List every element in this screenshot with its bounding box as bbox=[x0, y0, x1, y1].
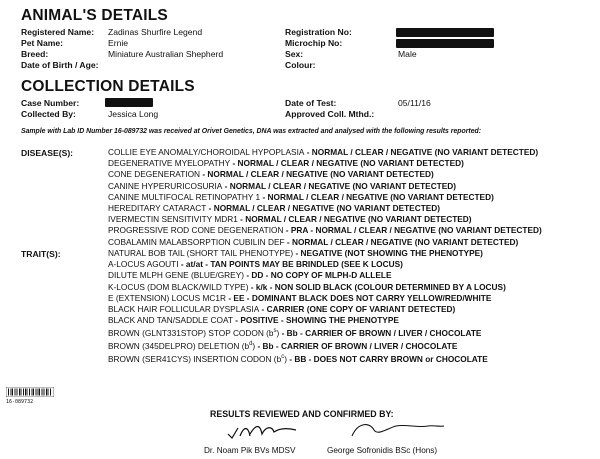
signature-noam-pik bbox=[226, 420, 316, 442]
signatory-name: Dr. Noam Pik BVs MDSV bbox=[204, 446, 296, 455]
animal-details-heading: ANIMAL'S DETAILS bbox=[21, 7, 168, 24]
breed-label: Breed: bbox=[21, 49, 49, 59]
collected-by-value: Jessica Long bbox=[108, 109, 159, 119]
signatory-name: George Sofronidis BSc (Hons) bbox=[327, 446, 438, 455]
breed-value: Miniature Australian Shepherd bbox=[108, 49, 224, 59]
intro-sentence: Sample with Lab ID Number 16-089732 was received at Orivet Genetics, DNA was extracted and analysed with the following results reported: bbox=[21, 128, 482, 135]
trait-result: BLACK AND TAN/SADDLE COAT - POSITIVE - SHOWING THE PHENOTYPE bbox=[108, 315, 399, 326]
trait-result: BROWN (345DELPRO) DELETION $(b^d)$ - Bb - CARRIER OF BROWN / LIVER / CHOCOLATE bbox=[108, 341, 458, 352]
disease-result: CANINE MULTIFOCAL RETINOPATHY 1 - NORMAL / CLEAR / NEGATIVE (NO VARIANT DETECTED) bbox=[108, 191, 494, 202]
registered-name-label: Registered Name: bbox=[21, 27, 95, 37]
redaction-bar-microchip bbox=[396, 39, 494, 48]
registered-name-value: Zadinas Shurfire Legend bbox=[108, 27, 203, 37]
redaction-bar-registration bbox=[396, 28, 494, 37]
disease-result: IVERMECTIN SENSITIVITY MDR1 - NORMAL / CLEAR / NEGATIVE (NO VARIANT DETECTED) bbox=[108, 214, 472, 225]
disease-result: CONE DEGENERATION - NORMAL / CLEAR / NEGATIVE (NO VARIANT DETECTED) bbox=[108, 169, 434, 180]
results-confirmed-title: RESULTS REVIEWED AND CONFIRMED BY: bbox=[210, 409, 394, 419]
colour-label: Colour: bbox=[285, 60, 316, 70]
trait-result: NATURAL BOB TAIL (SHORT TAIL PHENOTYPE) - NEGATIVE (NOT SHOWING THE PHENOTYPE) bbox=[108, 248, 483, 258]
collected-by-label: Collected By: bbox=[21, 109, 76, 119]
registration-no-label: Registration No: bbox=[285, 27, 352, 37]
trait-result: BLACK HAIR FOLLICULAR DYSPLASIA - CARRIER (ONE COPY OF VARIANT DETECTED) bbox=[108, 304, 456, 315]
approved-coll-mthd-label: Approved Coll. Mthd.: bbox=[285, 109, 375, 119]
sex-value: Male bbox=[398, 49, 417, 59]
diseases-list bbox=[108, 147, 542, 248]
date-of-test-value: 05/11/16 bbox=[398, 98, 431, 108]
disease-result: COBALAMIN MALABSORPTION CUBILIN DEF - NORMAL / CLEAR / NEGATIVE (NO VARIANT DETECTED) bbox=[108, 236, 519, 247]
signature-george-sofronidis bbox=[348, 418, 448, 442]
date-of-test-label: Date of Test: bbox=[285, 98, 337, 108]
barcode-number: 16-089732 bbox=[6, 399, 34, 405]
barcode bbox=[6, 387, 54, 397]
dob-age-label: Date of Birth / Age: bbox=[21, 60, 99, 70]
traits-label: TRAIT(S): bbox=[21, 249, 61, 259]
disease-result: PROGRESSIVE ROD CONE DEGENERATION - PRA - NORMAL / CLEAR / NEGATIVE (NO VARIANT DETECTED) bbox=[108, 225, 542, 236]
sex-label: Sex: bbox=[285, 49, 304, 59]
disease-result: CANINE HYPERURICOSURIA - NORMAL / CLEAR / NEGATIVE (NO VARIANT DETECTED) bbox=[108, 180, 457, 191]
trait-result: BROWN (SER41CYS) INSERTION CODON $(b^c)$ - BB - DOES NOT CARRY BROWN or CHOCOLATE bbox=[108, 354, 488, 365]
pet-name-value: Ernie bbox=[108, 38, 129, 48]
trait-result: BROWN (GLNT331STOP) STOP CODON $(b^s)$ - Bb - CARRIER OF BROWN / LIVER / CHOCOLATE bbox=[108, 328, 482, 339]
trait-result: DILUTE MLPH GENE (BLUE/GREY) - DD - NO COPY OF MLPH-D ALLELE bbox=[108, 270, 392, 281]
disease-result: HEREDITARY CATARACT - NORMAL / CLEAR / NEGATIVE (NO VARIANT DETECTED) bbox=[108, 203, 441, 214]
collection-details-heading: COLLECTION DETAILS bbox=[21, 78, 195, 95]
trait-result: K-LOCUS (DOM BLACK/WILD TYPE) - k/k - NON SOLID BLACK (COLOUR DETERMINED BY A LOCUS) bbox=[108, 281, 506, 292]
trait-result: E (EXTENSION) LOCUS MC1R - EE - DOMINANT BLACK DOES NOT CARRY YELLOW/RED/WHITE bbox=[108, 292, 492, 303]
disease-result: COLLIE EYE ANOMALY/CHOROIDAL HYPOPLASIA - NORMAL / CLEAR / NEGATIVE (NO VARIANT DETECTED) bbox=[108, 147, 539, 157]
microchip-no-label: Microchip No: bbox=[285, 38, 343, 48]
disease-result: DEGENERATIVE MYELOPATHY - NORMAL / CLEAR / NEGATIVE (NO VARIANT DETECTED) bbox=[108, 158, 464, 169]
trait-result: A-LOCUS AGOUTI - at/at - TAN POINTS MAY BE BRINDLED (SEE K LOCUS) bbox=[108, 259, 403, 270]
redaction-bar-case-number bbox=[105, 98, 153, 107]
traits-list bbox=[108, 248, 506, 365]
case-number-label: Case Number: bbox=[21, 98, 80, 108]
diseases-label: DISEASE(S): bbox=[21, 148, 74, 158]
pet-name-label: Pet Name: bbox=[21, 38, 64, 48]
